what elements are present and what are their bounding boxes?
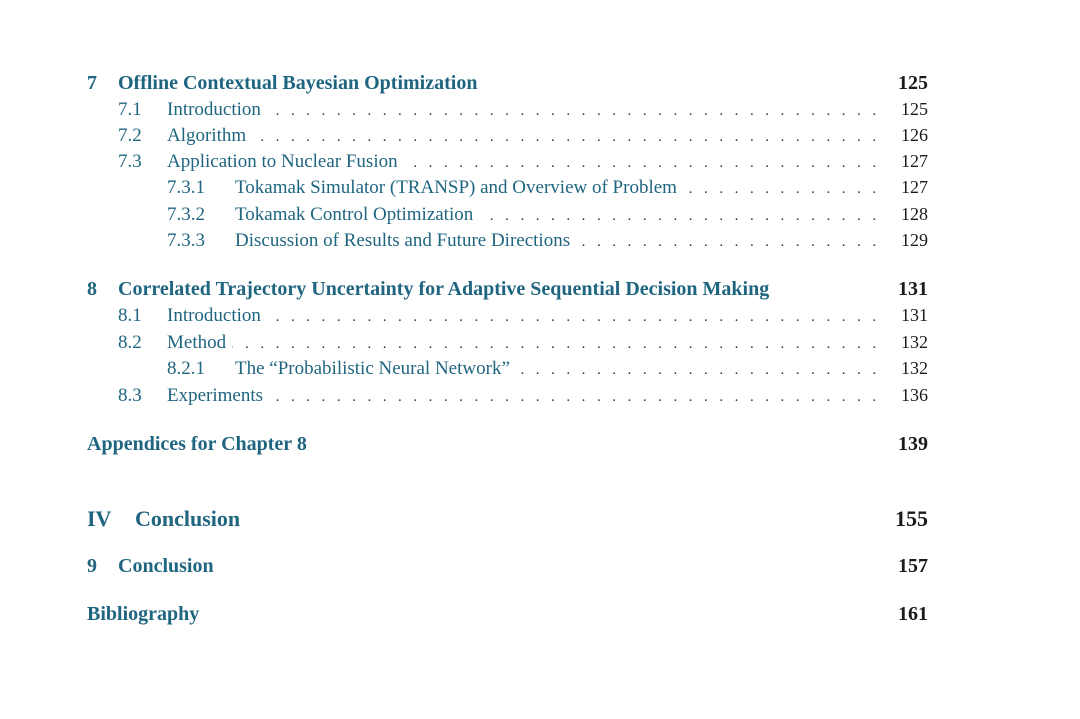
toc-section-7-2[interactable] — [87, 125, 928, 147]
section-title: Introduction — [167, 99, 261, 120]
dot-leader — [267, 305, 880, 327]
subsection-number: 7.3.3 — [167, 230, 205, 251]
section-number: 8.3 — [118, 385, 142, 406]
toc-chapter-8[interactable] — [87, 278, 928, 301]
toc-subsection-8-2-1[interactable] — [87, 358, 928, 380]
page-number: 155 — [895, 506, 928, 531]
subsection-title: Tokamak Simulator (TRANSP) and Overview of Problem — [235, 177, 677, 198]
dot-leader — [232, 332, 880, 354]
page-number: 131 — [901, 305, 928, 325]
toc-section-7-3[interactable] — [87, 151, 928, 173]
chapter-title: Correlated Trajectory Uncertainty for Adaptive Sequential Decision Making — [118, 278, 770, 300]
dot-leader — [576, 230, 880, 252]
chapter-title: Offline Contextual Bayesian Optimization — [118, 72, 478, 94]
section-title: Experiments — [167, 385, 264, 406]
toc-section-8-1[interactable] — [87, 305, 928, 327]
subsection-title: Tokamak Control Optimization — [235, 204, 474, 225]
toc-subsection-7-3-2[interactable] — [87, 204, 928, 226]
subsection-number: 8.2.1 — [167, 358, 205, 379]
dot-leader — [269, 385, 880, 407]
subsection-title: Discussion of Results and Future Directions — [235, 230, 571, 251]
section-number: 7.1 — [118, 99, 142, 120]
section-title: Application to Nuclear Fusion — [167, 151, 398, 172]
subsection-number: 7.3.1 — [167, 177, 205, 198]
section-title: Algorithm — [167, 125, 247, 146]
page-number: 132 — [901, 332, 928, 352]
appendices-title: Appendices for Chapter 8 — [87, 433, 307, 455]
page-number: 129 — [901, 230, 928, 250]
chapter-number: 9 — [87, 555, 97, 577]
section-number: 8.1 — [118, 305, 142, 326]
section-number: 7.2 — [118, 125, 142, 146]
dot-leader — [516, 358, 880, 380]
dot-leader — [479, 204, 880, 226]
toc-appendices[interactable] — [87, 433, 928, 456]
toc-subsection-7-3-3[interactable] — [87, 230, 928, 252]
page-number: 161 — [898, 603, 928, 625]
page-number: 127 — [901, 177, 928, 197]
page-number: 131 — [898, 278, 928, 300]
table-of-contents — [87, 0, 928, 719]
page-number: 157 — [898, 555, 928, 577]
page-number: 139 — [898, 433, 928, 455]
page-number: 125 — [901, 99, 928, 119]
chapter-number: 7 — [87, 72, 97, 94]
toc-subsection-7-3-1[interactable] — [87, 177, 928, 199]
page-number: 132 — [901, 358, 928, 378]
chapter-title: Conclusion — [118, 555, 214, 577]
dot-leader — [252, 125, 880, 147]
toc-chapter-9[interactable] — [87, 555, 928, 578]
page-number: 136 — [901, 385, 928, 405]
section-number: 7.3 — [118, 151, 142, 172]
section-number: 8.2 — [118, 332, 142, 353]
section-title: Introduction — [167, 305, 261, 326]
part-number: IV — [87, 506, 112, 531]
toc-chapter-7[interactable] — [87, 72, 928, 95]
chapter-number: 8 — [87, 278, 97, 300]
dot-leader — [404, 151, 880, 173]
toc-part-4[interactable] — [87, 506, 928, 532]
toc-section-8-3[interactable] — [87, 385, 928, 407]
toc-section-7-1[interactable] — [87, 99, 928, 121]
toc-section-8-2[interactable] — [87, 332, 928, 354]
subsection-title: The “Probabilistic Neural Network” — [235, 358, 510, 379]
dot-leader — [267, 99, 880, 121]
part-title: Conclusion — [135, 506, 241, 531]
page-number: 127 — [901, 151, 928, 171]
toc-bibliography[interactable] — [87, 603, 928, 626]
page-number: 125 — [898, 72, 928, 94]
bibliography-title: Bibliography — [87, 603, 200, 625]
section-title: Method — [167, 332, 227, 353]
dot-leader — [683, 177, 880, 199]
page-number: 128 — [901, 204, 928, 224]
subsection-number: 7.3.2 — [167, 204, 205, 225]
page-number: 126 — [901, 125, 928, 145]
